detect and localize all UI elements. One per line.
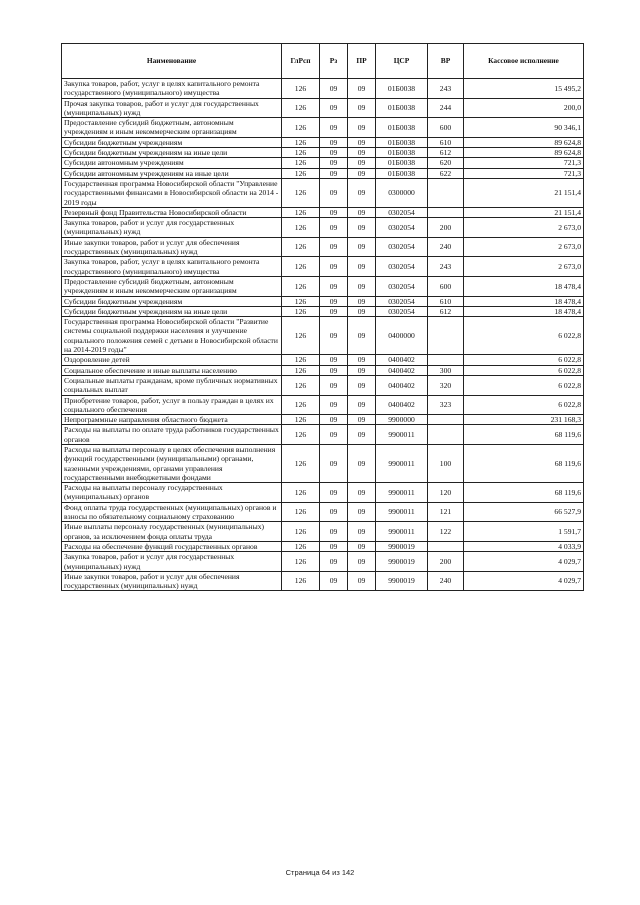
table-row [62,365,584,375]
cell-csr: 0400000 [376,317,428,355]
cell-name: Расходы на выплаты по оплате труда работников государственных органов [62,425,282,445]
cell-amount: 18 478,4 [464,276,584,296]
cell-pr: 09 [348,168,376,178]
cell-name: Иные закупки товаров, работ и услуг для обеспечения государственных (муниципальных) нужд [62,571,282,591]
cell-pr: 09 [348,552,376,572]
cell-rz: 09 [320,483,348,503]
cell-vr: 200 [428,218,464,238]
cell-glrsp: 126 [282,522,320,542]
table-row [62,395,584,415]
cell-glrsp: 126 [282,276,320,296]
cell-rz: 09 [320,306,348,316]
cell-rz: 09 [320,168,348,178]
cell-amount: 4 033,9 [464,541,584,551]
cell-glrsp: 126 [282,207,320,217]
table-row [62,158,584,168]
cell-amount: 1 591,7 [464,522,584,542]
cell-vr: 244 [428,98,464,118]
table-row [62,237,584,257]
cell-rz: 09 [320,257,348,277]
cell-vr: 600 [428,118,464,138]
cell-pr: 09 [348,207,376,217]
cell-glrsp: 126 [282,415,320,425]
table-row [62,79,584,99]
cell-pr: 09 [348,541,376,551]
budget-execution-table [61,43,584,591]
cell-amount: 721,3 [464,168,584,178]
cell-rz: 09 [320,571,348,591]
cell-amount: 200,0 [464,98,584,118]
table-row [62,502,584,522]
header-glrsp: ГлРсп [282,44,320,79]
header-amount: Кассовое исполнение [464,44,584,79]
cell-glrsp: 126 [282,168,320,178]
table-row [62,522,584,542]
table-row [62,306,584,316]
cell-name: Резервный фонд Правительства Новосибирской области [62,207,282,217]
cell-pr: 09 [348,375,376,395]
cell-pr: 09 [348,79,376,99]
cell-rz: 09 [320,355,348,365]
cell-name: Социальное обеспечение и иные выплаты населению [62,365,282,375]
cell-csr: 0300000 [376,178,428,207]
cell-name: Субсидии бюджетным учреждениям [62,296,282,306]
cell-pr: 09 [348,444,376,482]
cell-rz: 09 [320,118,348,138]
cell-csr: 0400402 [376,365,428,375]
cell-amount: 68 119,6 [464,444,584,482]
cell-csr: 9900019 [376,571,428,591]
cell-csr: 0400402 [376,355,428,365]
table-header-row [62,44,584,79]
cell-vr: 620 [428,158,464,168]
cell-amount: 6 022,8 [464,365,584,375]
cell-glrsp: 126 [282,365,320,375]
cell-vr: 122 [428,522,464,542]
table-row [62,571,584,591]
cell-csr: 9900011 [376,522,428,542]
cell-rz: 09 [320,317,348,355]
cell-glrsp: 126 [282,502,320,522]
cell-glrsp: 126 [282,79,320,99]
cell-rz: 09 [320,395,348,415]
cell-name: Расходы на выплаты персоналу государственных (муниципальных) органов [62,483,282,503]
cell-name: Закупка товаров, работ, услуг в целях капитального ремонта государственного (муниципального) имущества [62,79,282,99]
cell-amount: 89 624,8 [464,148,584,158]
table-row [62,317,584,355]
cell-vr: 622 [428,168,464,178]
cell-name: Оздоровление детей [62,355,282,365]
table-row [62,148,584,158]
cell-name: Иные выплаты персоналу государственных (муниципальных) органов, за исключением фонда оплаты труда [62,522,282,542]
cell-amount: 21 151,4 [464,207,584,217]
cell-vr: 612 [428,306,464,316]
table-row [62,296,584,306]
cell-amount: 4 029,7 [464,571,584,591]
cell-glrsp: 126 [282,137,320,147]
cell-glrsp: 126 [282,375,320,395]
cell-name: Непрограммные направления областного бюджета [62,415,282,425]
cell-rz: 09 [320,415,348,425]
cell-pr: 09 [348,296,376,306]
cell-csr: 9900000 [376,415,428,425]
cell-csr: 0302054 [376,218,428,238]
table-row [62,207,584,217]
cell-glrsp: 126 [282,444,320,482]
cell-pr: 09 [348,522,376,542]
cell-pr: 09 [348,276,376,296]
table-row [62,168,584,178]
cell-rz: 09 [320,207,348,217]
cell-csr: 0302054 [376,237,428,257]
cell-csr: 01Б0038 [376,137,428,147]
header-csr: ЦСР [376,44,428,79]
cell-csr: 9900011 [376,444,428,482]
cell-rz: 09 [320,98,348,118]
table-row [62,276,584,296]
cell-amount: 6 022,8 [464,317,584,355]
cell-vr: 600 [428,276,464,296]
table-row [62,444,584,482]
cell-rz: 09 [320,148,348,158]
cell-amount: 68 119,6 [464,483,584,503]
cell-amount: 6 022,8 [464,375,584,395]
cell-glrsp: 126 [282,483,320,503]
cell-vr: 243 [428,79,464,99]
cell-amount: 21 151,4 [464,178,584,207]
cell-vr: 240 [428,237,464,257]
cell-pr: 09 [348,365,376,375]
cell-pr: 09 [348,502,376,522]
cell-vr: 240 [428,571,464,591]
cell-glrsp: 126 [282,317,320,355]
cell-glrsp: 126 [282,218,320,238]
cell-pr: 09 [348,415,376,425]
cell-csr: 01Б0038 [376,168,428,178]
header-name: Наименование [62,44,282,79]
cell-amount: 18 478,4 [464,306,584,316]
cell-vr [428,207,464,217]
cell-rz: 09 [320,425,348,445]
cell-csr: 01Б0038 [376,148,428,158]
cell-pr: 09 [348,218,376,238]
cell-amount: 231 168,3 [464,415,584,425]
cell-vr: 200 [428,552,464,572]
cell-amount: 18 478,4 [464,296,584,306]
cell-rz: 09 [320,218,348,238]
cell-name: Прочая закупка товаров, работ и услуг для государственных (муниципальных) нужд [62,98,282,118]
cell-name: Закупка товаров, работ и услуг для государственных (муниципальных) нужд [62,552,282,572]
cell-vr: 121 [428,502,464,522]
cell-pr: 09 [348,306,376,316]
cell-pr: 09 [348,148,376,158]
cell-csr: 0302054 [376,276,428,296]
cell-vr [428,541,464,551]
cell-rz: 09 [320,178,348,207]
cell-glrsp: 126 [282,257,320,277]
cell-amount: 2 673,0 [464,237,584,257]
cell-name: Предоставление субсидий бюджетным, автономным учреждениям и иным некоммерческим организациям [62,118,282,138]
table-row [62,218,584,238]
cell-name: Закупка товаров, работ, услуг в целях капитального ремонта государственного (муниципального) имущества [62,257,282,277]
cell-rz: 09 [320,375,348,395]
table-body [62,79,584,591]
cell-vr [428,425,464,445]
cell-rz: 09 [320,296,348,306]
cell-glrsp: 126 [282,425,320,445]
cell-csr: 9900011 [376,425,428,445]
cell-glrsp: 126 [282,571,320,591]
cell-name: Субсидии бюджетным учреждениям [62,137,282,147]
cell-name: Субсидии автономным учреждениям на иные цели [62,168,282,178]
cell-glrsp: 126 [282,178,320,207]
cell-vr: 243 [428,257,464,277]
cell-csr: 0302054 [376,306,428,316]
cell-csr: 0302054 [376,296,428,306]
header-vr: ВР [428,44,464,79]
cell-rz: 09 [320,276,348,296]
cell-glrsp: 126 [282,158,320,168]
cell-pr: 09 [348,317,376,355]
cell-rz: 09 [320,79,348,99]
page-number: Страница 64 из 142 [285,868,355,877]
cell-amount: 2 673,0 [464,218,584,238]
cell-pr: 09 [348,425,376,445]
cell-csr: 01Б0038 [376,158,428,168]
cell-pr: 09 [348,98,376,118]
cell-vr: 120 [428,483,464,503]
cell-csr: 0302054 [376,257,428,277]
cell-name: Государственная программа Новосибирской области "Развитие системы социальной поддержки населения и улучшение социального положения семей с детьми в Новосибирской области на 2014-2019 годы" [62,317,282,355]
cell-name: Субсидии бюджетным учреждениям на иные цели [62,148,282,158]
cell-csr: 01Б0038 [376,79,428,99]
cell-pr: 09 [348,158,376,168]
cell-glrsp: 126 [282,395,320,415]
cell-csr: 01Б0038 [376,118,428,138]
cell-amount: 15 495,2 [464,79,584,99]
cell-pr: 09 [348,178,376,207]
cell-amount: 721,3 [464,158,584,168]
cell-glrsp: 126 [282,237,320,257]
cell-amount: 6 022,8 [464,395,584,415]
table-row [62,425,584,445]
cell-amount: 4 029,7 [464,552,584,572]
cell-rz: 09 [320,444,348,482]
cell-amount: 90 346,1 [464,118,584,138]
cell-glrsp: 126 [282,541,320,551]
cell-vr: 100 [428,444,464,482]
cell-name: Предоставление субсидий бюджетным, автономным учреждениям и иным некоммерческим организациям [62,276,282,296]
cell-vr [428,317,464,355]
table-row [62,178,584,207]
cell-name: Расходы на обеспечение функций государственных органов [62,541,282,551]
cell-amount: 68 119,6 [464,425,584,445]
cell-rz: 09 [320,522,348,542]
table-row [62,118,584,138]
cell-vr: 612 [428,148,464,158]
cell-vr [428,355,464,365]
cell-glrsp: 126 [282,296,320,306]
cell-rz: 09 [320,158,348,168]
cell-name: Закупка товаров, работ и услуг для государственных (муниципальных) нужд [62,218,282,238]
cell-name: Субсидии автономным учреждениям [62,158,282,168]
cell-amount: 2 673,0 [464,257,584,277]
cell-rz: 09 [320,137,348,147]
table-row [62,552,584,572]
cell-rz: 09 [320,502,348,522]
table-row [62,375,584,395]
cell-glrsp: 126 [282,98,320,118]
cell-csr: 01Б0038 [376,98,428,118]
cell-name: Субсидии бюджетным учреждениям на иные цели [62,306,282,316]
cell-pr: 09 [348,571,376,591]
table-row [62,541,584,551]
table-row [62,415,584,425]
cell-amount: 66 527,9 [464,502,584,522]
cell-rz: 09 [320,552,348,572]
cell-glrsp: 126 [282,118,320,138]
table-row [62,137,584,147]
cell-glrsp: 126 [282,148,320,158]
cell-vr: 320 [428,375,464,395]
cell-pr: 09 [348,483,376,503]
cell-pr: 09 [348,137,376,147]
cell-amount: 89 624,8 [464,137,584,147]
cell-glrsp: 126 [282,552,320,572]
table-row [62,98,584,118]
cell-pr: 09 [348,355,376,365]
cell-csr: 9900011 [376,502,428,522]
header-rz: Рз [320,44,348,79]
cell-pr: 09 [348,257,376,277]
cell-csr: 0400402 [376,395,428,415]
cell-glrsp: 126 [282,306,320,316]
cell-name: Фонд оплаты труда государственных (муниципальных) органов и взносы по обязательному социальному страхованию [62,502,282,522]
cell-vr: 300 [428,365,464,375]
cell-rz: 09 [320,541,348,551]
cell-name: Приобретение товаров, работ, услуг в пользу граждан в целях их социального обеспечения [62,395,282,415]
table-row [62,355,584,365]
cell-pr: 09 [348,118,376,138]
cell-pr: 09 [348,237,376,257]
cell-vr [428,415,464,425]
cell-vr [428,178,464,207]
cell-rz: 09 [320,237,348,257]
cell-vr: 610 [428,296,464,306]
cell-vr: 610 [428,137,464,147]
cell-amount: 6 022,8 [464,355,584,365]
cell-name: Социальные выплаты гражданам, кроме публичных нормативных социальных выплат [62,375,282,395]
cell-glrsp: 126 [282,355,320,365]
table-row [62,483,584,503]
cell-name: Иные закупки товаров, работ и услуг для обеспечения государственных (муниципальных) нужд [62,237,282,257]
cell-rz: 09 [320,365,348,375]
cell-csr: 0302054 [376,207,428,217]
cell-pr: 09 [348,395,376,415]
cell-csr: 9900011 [376,483,428,503]
cell-csr: 9900019 [376,541,428,551]
cell-vr: 323 [428,395,464,415]
table-row [62,257,584,277]
cell-csr: 0400402 [376,375,428,395]
cell-csr: 9900019 [376,552,428,572]
cell-name: Государственная программа Новосибирской области "Управление государственными финансами в Новосибирской области на 2014 - 2019 годы [62,178,282,207]
cell-name: Расходы на выплаты персоналу в целях обеспечения выполнения функций государственными (муниципальными) органами, казенными учреждениями, органами управления государственными внебюджетными фондами [62,444,282,482]
header-pr: ПР [348,44,376,79]
